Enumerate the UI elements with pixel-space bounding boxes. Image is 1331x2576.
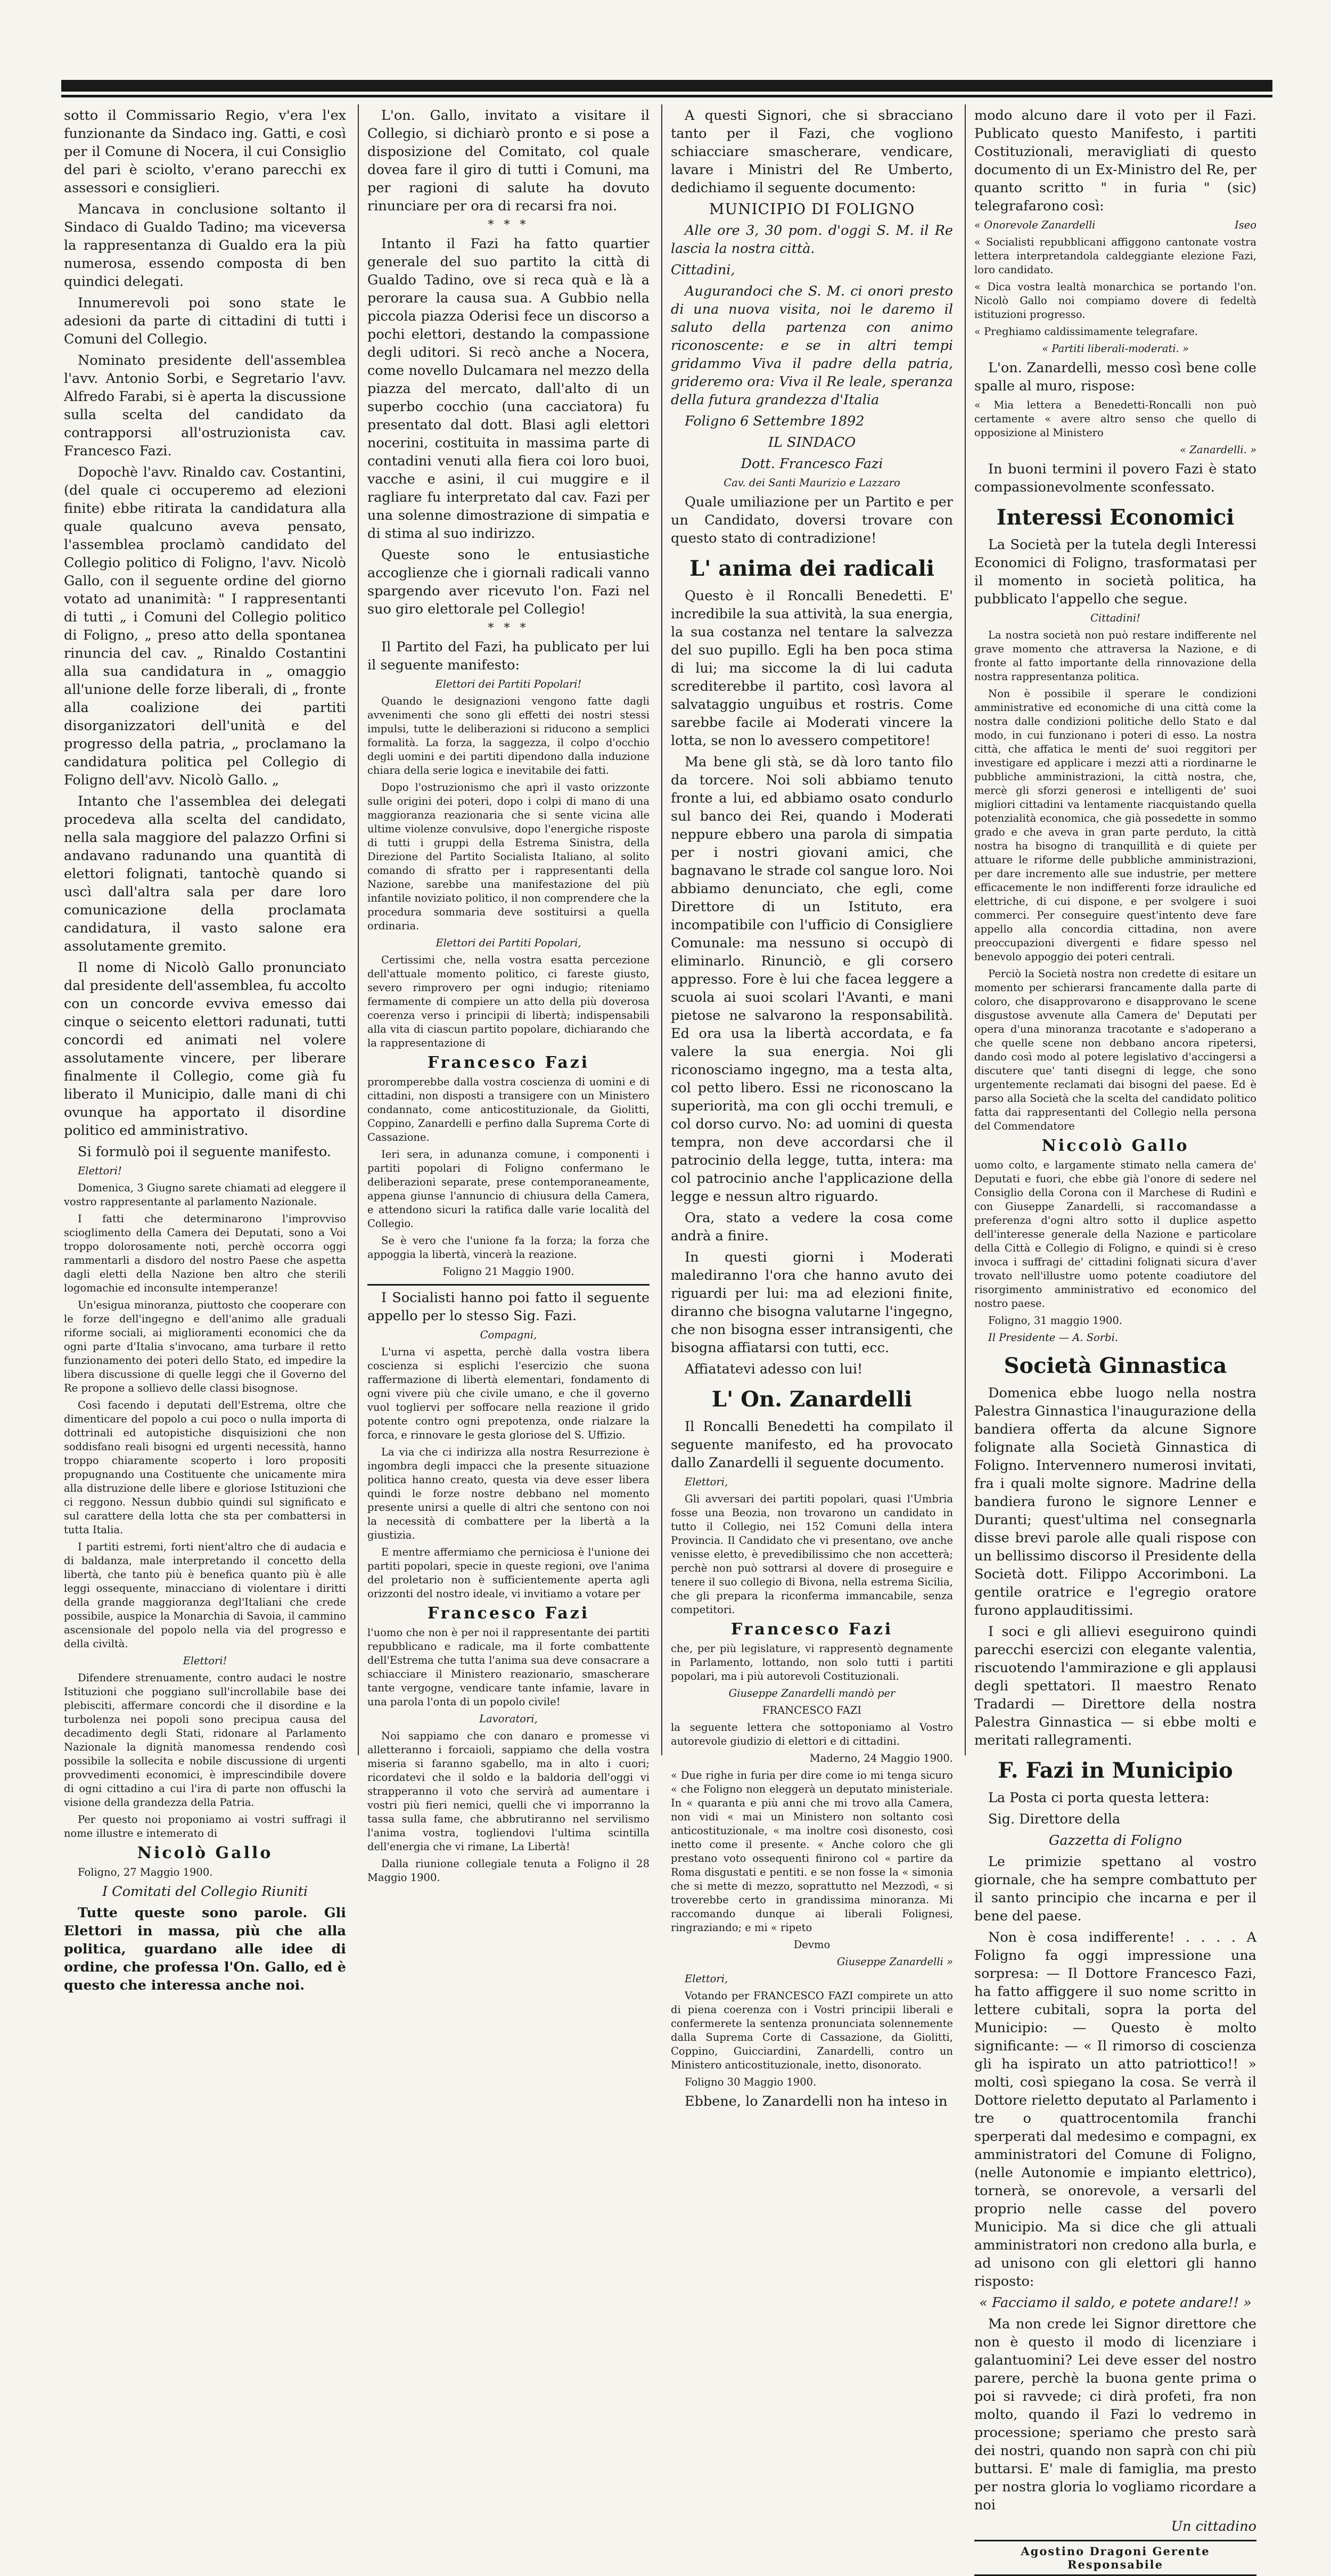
manifesto-text: Così facendo i deputati dell'Estrema, oltre che dimenticare del popolo a cui poco o nulla importa di dottrinali ed autopistiche disquisizioni che non soddisfano reali bisogni ed urgenti necessità, hanno troppo chiaramente scoperto i loro propositi propugnando una Costituente che unicamente mira alla distruzione delle libere e gloriose Istituzioni che ci reggono. Nessun dubbio quindi sul significato e sul carattere della lotta che sta per combattersi in tutta Italia. (64, 1399, 346, 1536)
letter-text: « Due righe in furia per dire come io mi tenga sicuro « che Foligno non eleggerà un deputato ministeriale. In « quaranta e più anni che mi trovo alla Camera, non vidi « mai un Ministero non soltanto così anticostituzionale, « ma inoltre così disonesto, così inetto come il presente. « Anche coloro che gli prestano voto ossequenti finirono col « partire da Roma disgustati e pentiti. e se non fosse la « simonia che si mette di mezzo, soprattutto nel Mezzodì, « si troverebbe certo in grandissima minoranza. Mi raccomando dunque ai liberali Folignesi, ringraziando; e mi « ripeto (671, 1769, 953, 1934)
paragraph: Domenica ebbe luogo nella nostra Palestra Ginnastica l'inaugurazione della bandiera offerta da alcune Signore folignate alla Società Ginnastica di Foligno. Intervennero numerosi invitati, fra i quali molte signore. Madrine della bandiera furono le signore Lenner e Duranti; quest'ultima nel consegnarla disse brevi parole alle quali rispose con un bellissimo discorso il Presidente della Società dott. Filippo Accorimboni. La gentile oratrice e l'egregio oratore furono applauditissimi. (974, 1385, 1256, 1618)
section-rule (367, 1284, 650, 1286)
salutation: Lavoratori, (479, 1713, 538, 1725)
signature: I Comitati del Collegio Riuniti (102, 1884, 308, 1900)
letter-signature: Giuseppe Zanardelli » (836, 1956, 953, 1968)
paragraph: Le primizie spettano al vostro giornale, che ha sempre combattuto per il santo principio che incarna e per il bene del paese. (974, 1854, 1256, 1924)
paragraph: Si formulò poi il seguente manifesto. (78, 1144, 331, 1160)
manifesto-text: Certissimi che, nella vostra esatta percezione dell'attuale momento politico, ci fareste giusto, severo rimprovero per ogni indugio; riteniamo fermamente di compiere un atto della più doverosa coerenza verso i principii di libertà; indispensabili alla vita di ciascun partito popolare, dichiarando che la rappresentazione di (367, 954, 650, 1049)
manifesto-text: Per questo noi proponiamo ai vostri suffragi il nome illustre e intemerato di (64, 1813, 346, 1839)
section-heading: F. Fazi in Municipio (998, 1758, 1233, 1783)
dateline: Foligno 30 Maggio 1900. (685, 2076, 817, 2088)
telegram-text: « Mia lettera a Benedetti-Roncalli non può certamente « avere altro senso che quello di opposizione al Ministero (974, 399, 1256, 439)
manifesto-text: la seguente lettera che sottoponiamo al Vostro autorevole giudizio di elettori e di cittadini. (671, 1721, 953, 1747)
manifesto-text: FRANCESCO FAZI (762, 1704, 862, 1716)
separator: * * * (488, 218, 529, 232)
paragraph: Ma non crede lei Signor direttore che non è questo il modo di licenziare i galantuomini? Lei deve esser del nostro parere, perchè la buona gente prima o poi si ravvede; ci dirà profeti, fra non molto, quando il Fazi lo vedremo in processione; speriamo che presto sarà dei nostri, quando non saprà con chi più buttarsi. E' male di famiglia, ma presto per nostra gloria lo vogliamo ricordare a noi (974, 2316, 1256, 2513)
paragraph: Intanto che l'assemblea dei delegati procedeva alla scelta del candidato, nella sala maggiore del palazzo Orfini si andavano radunando una quantità di elettori folignati, tantochè quando si uscì dall'altra sala per dare loro comunicazione della proclamata candidatura, il vasto salone era assolutamente gremito. (64, 794, 346, 954)
paragraph: Mancava in conclusione soltanto il Sindaco di Gualdo Tadino; ma viceversa la rappresentanza di Gualdo era la più numerosa, essendo composta di ben quindici delegati. (64, 201, 346, 290)
letter-text: Devmo (793, 1939, 831, 1951)
separator: * * * (488, 621, 529, 635)
salutation: Cittadini! (1090, 612, 1140, 624)
telegram-signature: « Zanardelli. » (1180, 444, 1256, 456)
paragraph: In buoni termini il povero Fazi è stato compassionevolmente sconfessato. (974, 461, 1256, 495)
salutation: Elettori, (685, 1973, 728, 1985)
publisher-footer: Agostino Dragoni Gerente Responsabile (974, 2540, 1256, 2576)
dateline: Dalla riunione collegiale tenuta a Foligno il 28 Maggio 1900. (367, 1858, 650, 1884)
telegram-place: Iseo (1235, 219, 1256, 231)
salutation: Compagni, (480, 1329, 537, 1341)
paragraph: Queste sono le entusiastiche accoglienze che i giornali radicali vanno spargendo aver ricevuto l'on. Fazi nel suo giro elettorale pel Collegio! (367, 547, 650, 617)
section-heading: L' anima dei radicali (689, 556, 935, 581)
manifesto-text: Giuseppe Zanardelli mandò per (728, 1687, 895, 1699)
manifesto-text: l'uomo che non è per noi il rappresentante dei partiti repubblicano e radicale, ma il forte combattente dell'Estrema che tutta l'anima sua deve consacrare a schiacciare il Ministero reazionario, smascherare tante vergogne, vendicare tante infamie, lavare in una parola l'onta di un popolo civile! (367, 1626, 650, 1708)
telegram-text: « Dica vostra lealtà monarchica se portando l'on. Nicolò Gallo noi compiamo dovere di fedeltà istituzioni progresso. (974, 281, 1256, 321)
paragraph: La Società per la tutela degli Interessi Economici di Foligno, trasformatasi per il momento in società politica, ha pubblicato l'appello che segue. (974, 537, 1256, 607)
manifesto-text: La nostra società non può restare indifferente nel grave momento che attraversa la Nazione, e di fronte al fatto importante della rinnovazione della nostra rappresentanza politica. (974, 629, 1256, 683)
manifesto-text: uomo colto, e largamente stimato nella camera de' Deputati e fuori, che ebbe già l'onore di sedere nel Consiglio della Corona con il Marchese di Rudinì e con Giuseppe Zanardelli, si raccomandasse a preferenza d'ogni altro sotto il duplice aspetto dell'interesse generale della Nazione e particolare della Città e Collegio di Foligno, e quindi si è creso invoca i suffragi de' cittadini folignati sicura d'aver trovato nell'illustre uomo potente coadiutore del risorgimento amministrativo ed economico del nostro paese. (974, 1159, 1256, 1310)
paragraph: Sig. Direttore della (988, 1811, 1121, 1827)
column-divider (965, 104, 966, 1755)
candidate-name: Francesco Fazi (730, 1620, 893, 1639)
paragraph: sotto il Commissario Regio, v'era l'ex funzionante da Sindaco ing. Gatti, e così per il Comune di Nocera, il cui Consiglio del pari è sciolto, v'erano parecchi ex assessori e consiglieri. (64, 108, 346, 196)
dateline: Foligno 21 Maggio 1900. (442, 1265, 574, 1278)
manifesto-text: Noi sappiamo che con danaro e promesse vi alletteranno i forcaioli, sappiamo che della vostra miseria si faranno sgabello, ma in alto i cuori; ricordatevi che il soldo e la baldoria dell'oggi vi strapperanno il voto che servirà ad aumentare i vostri più fieri nemici, quelli che vi imporranno la tassa sulla fame, che abbrutiranno nel servilismo l'anima vostra, togliendovi l'ultima scintilla dell'energia che vi rimane, La Libertà! (367, 1730, 650, 1853)
manifesto-text: Se è vero che l'unione fa la forza; la forza che appoggia la libertà, vincerà la reazione. (367, 1234, 650, 1261)
document-text: Foligno 6 Settembre 1892 (685, 413, 865, 429)
paragraph: L'on. Zanardelli, messo così bene colle spalle al muro, rispose: (974, 360, 1256, 394)
letter-signature: Un cittadino (1171, 2518, 1256, 2534)
candidate-name: Nicolò Gallo (137, 1844, 273, 1862)
candidate-name: Francesco Fazi (427, 1604, 590, 1623)
manifesto-text: Gli avversari dei partiti popolari, quasi l'Umbria fosse una Beozia, non trovarono un candidato in tutto il Collegio, nei 152 Comuni della intera Provincia. Il Candidato che vi presentano, ove anche venisse eletto, è prevedibilissimo che non accetterà; perchè non può sottrarsi al dovere di proseguire e tenere il suo collegio di Bivona, nella estrema Sicilia, che gli prepara la riconferma immancabile, senza competitori. (671, 1493, 953, 1616)
paragraph: Nominato presidente dell'assemblea l'avv. Antonio Sorbi, e Segretario l'avv. Alfredo Farabi, si è aperta la discussione sulla scelta del candidato da contrapporsi all'ostruzionista cav. Francesco Fazi. (64, 353, 346, 459)
section-heading: L' On. Zanardelli (711, 1387, 913, 1412)
manifesto-text: Ieri sera, in adunanza comune, i componenti i partiti popolari di Foligno confermano le deliberazioni separate, prese contemporaneamente, appena giunse l'annuncio di chiusura della Camera, e attendono sicuri la ratifica dalle varie località del Collegio. (367, 1148, 650, 1230)
paragraph: Ora, stato a vedere la cosa come andrà a finire. (671, 1210, 953, 1244)
manifesto-text: Non è possibile il sperare le condizioni amministrative ed economiche di una città come la nostra dalle condizioni politiche dello Stato e dal modo, in cui funzionano i poteri di esso. La nostra città, che affatica le menti de' suoi reggitori per investigare ed applicare i mezzi atti a riordinarne le pubbliche amministrazioni, la città nostra, che, mercè gli sforzi generosi e intelligenti de' suoi migliori cittadini va lentamente riacquistando quella potenzialità economica, che già possedette in sommo grado e che aveva in gran parte perduto, la città nostra ha bisogno di tranquillità e di quiete per attuare le riforme delle pubbliche amministrazioni, per dare incremento alle sue industrie, per mettere efficacemente le non indifferenti forze idrauliche ed elettriche, di cui dispone, e per svolgere i suoi commerci. Per conseguire quest'intento deve fare appello alla concordia cittadina, non avere preoccupazioni divergenti e fidare spesso nel benevolo appoggio dei poteri centrali. (974, 688, 1256, 963)
dateline: Foligno, 31 maggio 1900. (988, 1314, 1122, 1327)
telegram-address (974, 218, 1256, 232)
column-3 (671, 107, 953, 2109)
document-text: Cittadini, (671, 262, 735, 278)
telegram-text: « Socialisti repubblicani affiggono cantonate vostra lettera interpretandola caldeggiante elezione Fazi, loro candidato. (974, 236, 1256, 276)
salutation: Elettori dei Partiti Popolari! (435, 678, 582, 690)
document-heading: MUNICIPIO DI FOLIGNO (709, 200, 915, 218)
document-text: Cav. dei Santi Maurizio e Lazzaro (724, 477, 900, 489)
manifesto-text: che, per più legislature, vi rappresentò degnamente in Parlamento, lottando, non solo tutti i partiti popolari, ma i più autorevoli Costituzionali. (671, 1642, 953, 1682)
manifesto-text: I fatti che determinarono l'improvviso scioglimento della Camera dei Deputati, sono a Voi troppo dolorosamente noti, perchè occorra oggi rammentarli a disdoro del nostro Paese che aspetta dagli eletti della Nazione ben altro che sterili logomachie ed inconsulte intemperanze! (64, 1213, 346, 1294)
dateline: Maderno, 24 Maggio 1900. (809, 1752, 953, 1764)
header-rule (61, 80, 1272, 92)
manifesto-text: Dopo l'ostruzionismo che aprì il vasto orizzonte sulle origini dei poteri, dopo i colpi di mano di una maggioranza reazionaria che si sente vicina alle ultime violenze convulsive, dopo l'energiche risposte di tutti i gruppi della Estrema Sinistra, della Direzione del Partito Socialista Italiano, al solito comando di sfratto per i rappresentanti della Nazione, sarebbe una manifestazione del più infantile noviziato politico, il non comprendere che la procedura sommaria deve sostituirsi a quella ordinaria. (367, 781, 650, 932)
paragraph: Ebbene, lo Zanardelli non ha inteso in (685, 2093, 948, 2109)
manifesto-text: Un'esigua minoranza, piuttosto che cooperare con le forze dell'ingegno e dell'animo alle graduali riforme sociali, ai miglioramenti economici che da ogni parte d'Italia s'invocano, ama turbare il retto funzionamento dei poteri dello Stato, ed impedire la libera discussione di quelle leggi che il Governo del Re propone a sollievo delle classi bisognose. (64, 1299, 346, 1394)
section-heading: Interessi Economici (996, 505, 1235, 530)
salutation: Elettori, (685, 1476, 728, 1488)
telegram-signature: « Partiti liberali-moderati. » (1042, 342, 1189, 355)
manifesto-text: I partiti estremi, forti nient'altro che di audacia e di baldanza, male interpretando il concetto della libertà, che tanto più è benefica quanto più è alle leggi ossequente, minacciano di violentare i diritti della grande maggioranza degl'Italiani che crede possibile, auspice la Monarchia di Savoia, il cammino ascensionale del popolo nella via del progresso e della civiltà. (64, 1541, 346, 1650)
section-heading: Società Ginnastica (1004, 1353, 1227, 1378)
candidate-name: Niccolò Gallo (1041, 1136, 1189, 1155)
paragraph: A questi Signori, che si sbracciano tanto per il Fazi, che vogliono schiacciare smascherare, vendicare, lavare i Ministri del Re Umberto, dedichiamo il seguente documento: (671, 108, 953, 196)
paragraph: I soci e gli allievi eseguirono quindi parecchi esercizi con elegante valentia, riscuotendo l'ammirazione e gli applausi degli spettatori. Il maestro Renato Tradardi — Direttore della nostra Palestra Ginnastica — si ebbe molti e meritati rallegramenti. (974, 1624, 1256, 1748)
signature: Il Presidente — A. Sorbi. (988, 1331, 1119, 1344)
paragraph: Il nome di Nicolò Gallo pronunciato dal presidente dell'assemblea, fu accolto con un concorde evviva emesso dai cinque o seicento elettori radunati, tutti concordi ed animati nel volere assolutamente vincere, per liberare finalmente il Collegio, come già fu liberato il Municipio, dalle mani di chi ovunque ha apportato il disordine politico ed amministrativo. (64, 960, 346, 1139)
salutation: Elettori! (78, 1165, 122, 1177)
document-text: Augurandoci che S. M. ci onori presto di una nuova visita, noi le daremo il saluto della partenza con animo riconoscente: e se in altri tempi gridammo Viva il padre della patria, grideremo ora: Viva il Re leale, speranza della futura grandezza d'Italia (671, 283, 953, 408)
paragraph: Tutte queste sono parole. Gli Elettori in massa, più che alla politica, guardano alle idee di ordine, che professa l'On. Gallo, ed è questo che interessa anche noi. (64, 1905, 346, 1993)
salutation: Elettori dei Partiti Popolari, (436, 937, 581, 949)
paragraph: Quale umiliazione per un Partito e per un Candidato, doversi trovare con questo stato di contradizione! (671, 494, 953, 546)
paragraph: L'on. Gallo, invitato a visitare il Collegio, si dichiarò pronto e si pose a disposizione del Comitato, col quale dovea fare il giro di tutti i Comuni, ma per ragioni di salute ha dovuto rinunciare per ora di recarsi fra noi. (367, 108, 650, 214)
manifesto-text: Domenica, 3 Giugno sarete chiamati ad eleggere il vostro rappresentante al parlamento Nazionale. (64, 1182, 346, 1208)
paragraph: Ma bene gli stà, se dà loro tanto filo da torcere. Noi soli abbiamo tenuto fronte a lui, ed abbiamo osato condurlo sul banco dei Rei, quando i Moderati neppure ebbero una parola di simpatia per i nostri giovani amici, che bagnavano le strade col sangue loro. Noi abbiamo denunciato, che egli, come Direttore di un Istituto, era incompatibile con l'ufficio di Consigliere Comunale: ma nessuno si occupò di eliminarlo. Rinunciò, e gli corsero appresso. Fore è lui che facea leggere a scuola ai suoi scolari l'Avanti, e mani pietose ne salvarono la responsabilità. Ed ora usa la libertà accordata, e fa valere la sua energia. Noi gli riconosciamo ingegno, ma a testa alta, col petto libero. Essi ne riconoscano la superiorità, ma con gli occhi tremuli, e col dorso curvo. No: ad uomini di questa tempra, non deve accordarsi che il patrocinio della legge, tutta, intera: ma col patrocinio anche l'applicazione della legge e nessun altro riguardo. (671, 754, 953, 1205)
paragraph: In questi giorni i Moderati malediranno l'ora che hanno avuto dei riguardi per lui: ma ad elezioni finite, diranno che bisogna valutarne l'ingegno, che non bisogna esser intransigenti, che bisogna affiatarsi con tutti, ecc. (671, 1249, 953, 1356)
manifesto-text: Quando le designazioni vengono fatte dagli avvenimenti che sono gli effetti dei nostri stessi impulsi, tutte le deliberazioni si riducono a semplici formalità. La forza, la saggezza, il colpo d'occhio degli uomini e dei partiti dipendono dalla induzione chiara della serie logica e inevitabile dei fatti. (367, 695, 650, 776)
column-4 (974, 107, 1256, 2571)
document-text: IL SINDACO (768, 435, 856, 451)
manifesto-text: proromperebbe dalla vostra coscienza di uomini e di cittadini, non disposti a transigere con un Ministero condannato, come anticostituzionale, da Giolitti, Coppino, Zanardelli e perfino dalla Suprema Corte di Cassazione. (367, 1076, 650, 1143)
manifesto-text: E mentre affermiamo che perniciosa è l'unione dei partiti popolari, specie in queste regioni, ove l'anima del proletario non è sufficientemente aperta agli orizzonti del nostro ideale, vi invitiamo a votare per (367, 1546, 650, 1600)
column-divider (358, 104, 359, 1755)
paragraph: Dopochè l'avv. Rinaldo cav. Costantini, (del quale ci occuperemo ad elezioni finite) ebbe ritirata la candidatura alla quale qualcuno aveva pensato, l'assemblea proclamò candidato del Collegio politico di Foligno, l'avv. Nicolò Gallo, con il seguente ordine del giorno votato ad unanimità: " I rappresentanti di tutti „ i Comuni del Collegio politico di Foligno, „ preso atto della spontanea rinuncia del cav. „ Rinaldo Costantini alla sua candidatura in „ omaggio all'unione delle forze liberali, di „ fronte alla coalizione dei partiti disorganizzatori dell'unità e del progresso della patria, „ proclamano la candidatura politica pel Collegio di Foligno dell'avv. Nicolò Gallo. „ (64, 464, 346, 788)
column-1 (64, 107, 346, 1993)
paragraph: Gazzetta di Foligno (1049, 1833, 1182, 1849)
column-2 (367, 107, 650, 1884)
paragraph: Il Partito del Fazi, ha publicato per lui il seguente manifesto: (367, 639, 650, 673)
manifesto-text: La via che ci indirizza alla nostra Resurrezione è ingombra degli impacci che la presente situazione politica hanno creato, questa via deve esser libera quindi le forze nostre debbano nel momento presente unirsi a quelle di altri che sentono con noi la necessità di combattere per la libertà a la giustizia. (367, 1446, 650, 1541)
paragraph: I Socialisti hanno poi fatto il seguente appello per lo stesso Sig. Fazi. (367, 1290, 650, 1324)
manifesto-text: Votando per FRANCESCO FAZI compirete un atto di piena coerenza con i Vostri principii liberali e confermerete la sentenza pronunciata solennemente dalla Suprema Corte di Cassazione, da Giolitti, Coppino, Guicciardini, Zanardelli, contro un Ministero anticostituzionale, inetto, disonorato. (671, 1990, 953, 2071)
paragraph: Affiatatevi adesso con lui! (685, 1361, 863, 1377)
salutation: Elettori! (183, 1655, 227, 1667)
column-divider (661, 104, 662, 1755)
paragraph: La Posta ci porta questa lettera: (988, 1790, 1210, 1806)
telegram-recipient: « Onorevole Zanardelli (974, 219, 1096, 231)
paragraph: Non è cosa indifferente! . . . . A Foligno fa oggi impressione una sorpresa: — Il Dottore Francesco Fazi, ha fatto affiggere il suo nome scritto in lettere cubitali, sopra la porta del Municipio: — Questo è molto significante: — « Il rimorso di coscienza gli ha ispirato un atto patriottico!! » molti, così spiegano la cosa. Se verrà il Dottore rieletto deputato al Parlamento i tre o quattrocentomila franchi sperperati dal medesimo e compagni, ex amministratori del Comune di Foligno, (nelle Autonomie e impianto elettrico), tornerà, se onorevole, a versarli del proprio nelle casse del povero Municipio. Ma si dice che gli attuali amministratori non credono alla burla, e ad unisono con gli elettori gli hanno risposto: (974, 1929, 1256, 2289)
paragraph: Intanto il Fazi ha fatto quartier generale del suo partito la città di Gualdo Tadino, ove si reca quà e là a perorare la causa sua. A Gubbio nella piccola piazza Oderisi fece un discorso a pochi elettori, destando la compassione degli uditori. Si recò anche a Nocera, come novello Dulcamara nel mezzo della piazza del mercato, dall'alto di un superbo cocchio (una cacciatora) fu presentato dal dott. Blasi agli elettori nocerini, costituita in massima parte di contadini venuti alla fiera coi loro buoi, vacche e asini, il cui muggire e il ragliare fu interpretato dal cav. Fazi per una solenne dimostrazione di simpatia e di stima al suo indirizzo. (367, 236, 650, 542)
paragraph: modo alcuno dare il voto per il Fazi. Publicato questo Manifesto, i partiti Costituzionali, meravigliati di questo documento di un Ex-Ministro del Re, per quanto scritto " in furia " (sic) telegrafarono così: (974, 108, 1256, 214)
paragraph: « Facciamo il saldo, e potete andare!! » (979, 2295, 1252, 2311)
document-text: Alle ore 3, 30 pom. d'oggi S. M. il Re lascia la nostra città. (671, 223, 953, 257)
manifesto-text: L'urna vi aspetta, perchè dalla vostra libera coscienza si esplichi l'esercizio che suona raffermazione di libertà elementari, fondamento di ogni vivere più che civile umano, e che il governo vuol togliervi per soffocare nella reazione il grido potente contro ogni prepotenza, onde rialzare la forca, e rinnovare le gesta gloriose del S. Uffizio. (367, 1346, 650, 1441)
telegram-text: « Preghiamo caldissimamente telegrafare. (974, 325, 1198, 338)
manifesto-text: Difendere strenuamente, contro audaci le nostre Istituzioni che poggiano sull'incrollabile base dei plebisciti, affermare concordi che il disordine e la turbolenza nei popoli sono precipua causa del decadimento degli Stati, ridonare al Parlamento Nazionale la dignità manomessa rendendo così possibile la sollecita e nobile discussione di urgenti provvedimenti economici, è imprescindibile dovere di ogni cittadino a cui l'ira di parte non offuschi la visione della grandezza della Patria. (64, 1672, 346, 1809)
manifesto-text: Perciò la Società nostra non credette di esitare un momento per schierarsi francamente dalla parte di coloro, che disapprovarono e disapprovano le scene disgustose avvenute alla Camera de' Deputati per opera d'una minoranza tracotante e s'adoperano a che quelle scene non debbano ancora ripetersi, dando così modo al potere legislativo d'accingersi a discutere que' tanti disegni di legge, che sono urgentemente reclamati dai bisogni del paese. Ed è parso alla Società che la scelta del candidato politico fatta dai rappresentanti del Collegio nella persona del Commendatore (974, 968, 1256, 1132)
document-text: Dott. Francesco Fazi (741, 456, 883, 472)
header-rule-thin (61, 95, 1272, 97)
candidate-name: Francesco Fazi (427, 1053, 590, 1072)
dateline: Foligno, 27 Maggio 1900. (78, 1866, 213, 1878)
paragraph: Il Roncalli Benedetti ha compilato il seguente manifesto, ed ha provocato dallo Zanardelli il seguente documento. (671, 1419, 953, 1471)
paragraph: Questo è il Roncalli Benedetti. E' incredibile la sua attività, la sua energia, la sua costanza nel tentare la salvezza del suo pupillo. Egli ha ben poca stima di lui; ma siccome la di lui caduta screditerebbe il partito, così lavora al salvataggio unguibus et rostris. Come sarebbe facile ai Moderati vincere la lotta, se non lo avessero competitore! (671, 588, 953, 749)
paragraph: Innumerevoli poi sono state le adesioni da parte di cittadini di tutti i Comuni del Collegio. (64, 295, 346, 347)
